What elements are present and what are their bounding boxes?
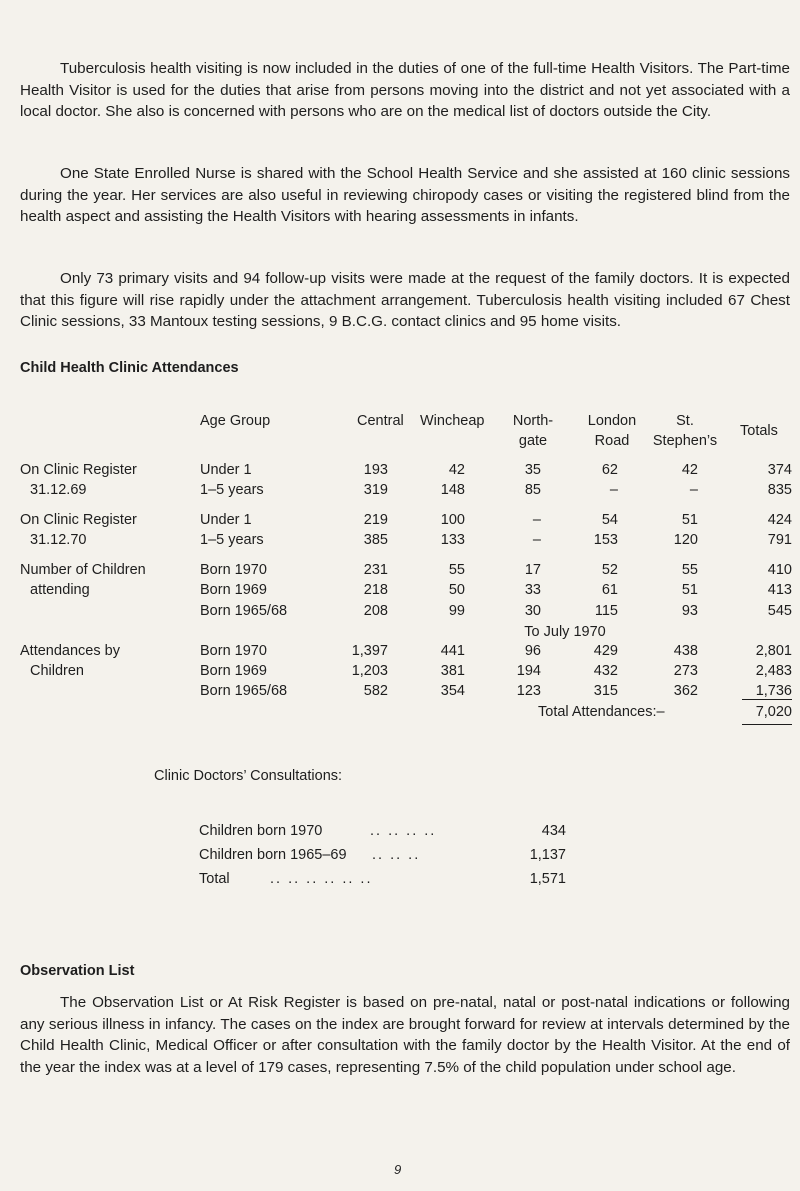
header-age-group: Age Group (200, 413, 271, 429)
group-label: On Clinic Register (20, 512, 137, 528)
cell-central: 208 (363, 603, 388, 619)
paragraph-tb-visiting: Tuberculosis health visiting is now included in the duties of one of the full-time Health Visitors. The Part-time Health Visitor is used for the duties that arise from persons moving into the district and not yet associated with a local doctor. She also is concerned with persons who are on the medical list of doctors outside the City. (20, 60, 790, 120)
header-london-2: Road (594, 433, 630, 449)
consultation-label: Total (199, 871, 230, 887)
header-st-stephens-1: St. (676, 413, 694, 429)
consultation-value: 434 (541, 823, 566, 839)
cell-stephens: 362 (673, 683, 698, 699)
paragraph-primary-visits: Only 73 primary visits and 94 follow-up visits were made at the request of the family doctors. It is expected that this figure will rise rapidly under the attachment arrangement. Tuberculosis health visiting included 67 Chest Clinic sessions, 33 Mantoux testing sessions, 9 B.C.G. contact clinics and 95 home visits. (20, 270, 790, 330)
header-london-1: London (587, 413, 637, 429)
cell-wincheap: 354 (440, 683, 465, 699)
cell-age: Born 1969 (200, 582, 267, 598)
cell-age: Born 1965/68 (200, 683, 288, 699)
cell-london: 429 (593, 643, 618, 659)
cell-northgate: 35 (524, 462, 541, 478)
cell-wincheap: 99 (448, 603, 465, 619)
cell-total: 410 (767, 562, 792, 578)
header-northgate-1: North- (512, 413, 554, 429)
paragraph-observation-list: The Observation List or At Risk Register is based on pre-natal, natal or post-natal indications or following any serious illness in infancy. The cases on the index are brought forward for review at intervals determined by the Child Health Clinic, Medical Officer or after consultation with the family doctor by the Health Visitor. At the end of the year the index was at a level of 179 cases, representing 7.5% of the child population under school age. (20, 994, 790, 1076)
paragraph-enrolled-nurse: One State Enrolled Nurse is shared with the School Health Service and she assisted at 160 clinic sessions during the year. Her services are also useful in reviewing chiropody cases or visiting the registered blind from the health aspect and assisting the Health Visitors with hearing assessments in infants. (20, 165, 790, 225)
cell-northgate: 85 (524, 482, 541, 498)
cell-total: 424 (767, 512, 792, 528)
cell-london: – (609, 482, 618, 498)
cell-stephens: 273 (673, 663, 698, 679)
cell-total: 413 (767, 582, 792, 598)
section-title-observation: Observation List (20, 963, 135, 979)
cell-northgate: 30 (524, 603, 541, 619)
cell-london: 432 (593, 663, 618, 679)
consultation-label: Children born 1965–69 (199, 847, 347, 863)
header-northgate-2: gate (518, 433, 548, 449)
total-attendances-label: Total Attendances:– (538, 704, 665, 720)
group-label: attending (30, 582, 90, 598)
cell-london: 115 (594, 603, 618, 619)
cell-central: 1,397 (351, 643, 388, 659)
cell-stephens: 120 (673, 532, 698, 548)
cell-total: 835 (767, 482, 792, 498)
cell-age: Born 1969 (200, 663, 267, 679)
cell-stephens: 438 (673, 643, 698, 659)
page-number: 9 (394, 1162, 402, 1177)
cell-central: 193 (363, 462, 388, 478)
cell-wincheap: 381 (440, 663, 465, 679)
cell-london: 153 (593, 532, 618, 548)
cell-stephens: 51 (681, 582, 698, 598)
cell-northgate: 33 (524, 582, 541, 598)
cell-total: 374 (767, 462, 792, 478)
cell-northgate: 96 (524, 643, 541, 659)
cell-wincheap: 55 (448, 562, 465, 578)
cell-central: 385 (363, 532, 388, 548)
group-label: 31.12.70 (30, 532, 87, 548)
cell-wincheap: 148 (440, 482, 465, 498)
note-to-july-1970: To July 1970 (524, 624, 606, 640)
total-attendances-value: 7,020 (755, 704, 792, 720)
group-label: Attendances by (20, 643, 120, 659)
leader-dots: .. .. .. .. (370, 823, 437, 839)
group-label: Children (30, 663, 84, 679)
consultation-value: 1,137 (529, 847, 566, 863)
leader-dots: .. .. .. (372, 847, 421, 863)
consultation-value: 1,571 (529, 871, 566, 887)
header-wincheap: Wincheap (420, 413, 485, 429)
total-rule-top (742, 699, 792, 700)
cell-central: 218 (363, 582, 388, 598)
group-label: 31.12.69 (30, 482, 87, 498)
cell-wincheap: 50 (448, 582, 465, 598)
cell-london: 52 (601, 562, 618, 578)
header-central: Central (357, 413, 404, 429)
cell-london: 62 (601, 462, 618, 478)
cell-central: 219 (363, 512, 388, 528)
total-rule-bottom (742, 724, 792, 725)
cell-london: 54 (601, 512, 618, 528)
header-st-stephens-2: Stephen’s (652, 433, 718, 449)
cell-wincheap: 441 (440, 643, 465, 659)
cell-age: 1–5 years (200, 532, 264, 548)
cell-central: 582 (363, 683, 388, 699)
cell-northgate: – (532, 512, 541, 528)
cell-stephens: 42 (681, 462, 698, 478)
cell-stephens: 55 (681, 562, 698, 578)
cell-age: Under 1 (200, 462, 252, 478)
cell-total: 2,801 (755, 643, 792, 659)
section-title-attendances: Child Health Clinic Attendances (20, 360, 239, 376)
cell-wincheap: 42 (448, 462, 465, 478)
cell-northgate: – (532, 532, 541, 548)
cell-total: 791 (767, 532, 792, 548)
cell-london: 315 (593, 683, 618, 699)
group-label: On Clinic Register (20, 462, 137, 478)
cell-age: Born 1965/68 (200, 603, 288, 619)
cell-total: 545 (767, 603, 792, 619)
cell-age: Born 1970 (200, 562, 267, 578)
consultations-title: Clinic Doctors’ Consultations: (154, 768, 343, 784)
cell-total: 1,736 (755, 683, 792, 699)
cell-age: Under 1 (200, 512, 252, 528)
cell-stephens: – (689, 482, 698, 498)
cell-northgate: 194 (516, 663, 541, 679)
consultation-label: Children born 1970 (199, 823, 323, 839)
cell-stephens: 51 (681, 512, 698, 528)
cell-london: 61 (601, 582, 618, 598)
cell-central: 231 (363, 562, 388, 578)
cell-central: 1,203 (351, 663, 388, 679)
cell-wincheap: 100 (440, 512, 465, 528)
cell-northgate: 17 (524, 562, 541, 578)
cell-age: 1–5 years (200, 482, 264, 498)
group-label: Number of Children (20, 562, 146, 578)
cell-wincheap: 133 (440, 532, 465, 548)
cell-northgate: 123 (516, 683, 541, 699)
cell-stephens: 93 (681, 603, 698, 619)
cell-total: 2,483 (755, 663, 792, 679)
cell-central: 319 (363, 482, 388, 498)
leader-dots: .. .. .. .. .. .. (270, 871, 373, 887)
cell-age: Born 1970 (200, 643, 267, 659)
header-totals: Totals (740, 423, 778, 439)
